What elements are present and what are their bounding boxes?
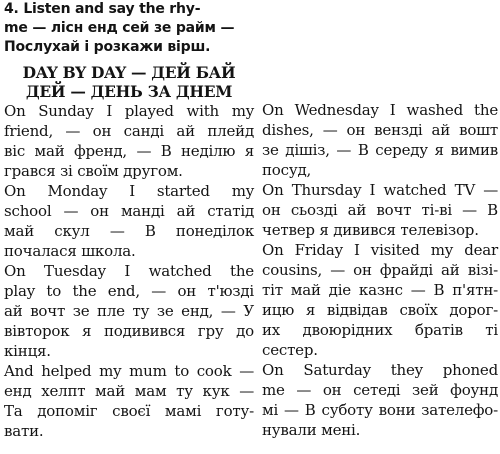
rhyme-line: посуд, — [262, 161, 312, 179]
right-column — [262, 100, 498, 440]
rhyme-line: On Monday I started my — [4, 182, 254, 200]
rhyme-line: Та допоміг своєї мамі готу- — [4, 402, 254, 420]
task-line: Послухай і розкажи вірш. — [4, 39, 211, 55]
rhyme-line: me — он сетеді зей фоунд — [262, 381, 498, 399]
rhyme-line: віс май френд, — В неділю я — [4, 142, 254, 160]
rhyme-line: friend, — он санді ай плейд — [4, 122, 254, 140]
rhyme-line: май скул — В понеділок — [4, 222, 254, 240]
title-line: ДЕЙ — ДЕНЬ ЗА ДНЕМ — [25, 82, 233, 101]
rhyme-line: dishes, — он вензді ай вошт — [262, 121, 498, 139]
rhyme-line: On Sunday I played with my — [4, 102, 254, 120]
left-column — [4, 0, 254, 441]
rhyme-line: их двоюрідних братів ті — [262, 321, 498, 339]
rhyme-text-left — [4, 101, 254, 441]
rhyme-line: почалася школа. — [4, 242, 136, 260]
rhyme-line: тіт май діе казнс — В п'ятн- — [262, 281, 498, 299]
rhyme-line: On Wednesday I washed the — [262, 101, 498, 119]
task-line: 4. Listen and say the rhy- — [4, 1, 201, 17]
rhyme-line: play to the end, — он т'юзді — [4, 282, 254, 300]
rhyme-line: четвер я дивився телевізор. — [262, 221, 479, 239]
rhyme-line: енд хелпт май мам ту кук — — [4, 382, 254, 400]
rhyme-line: грався зі своїм другом. — [4, 162, 183, 180]
rhyme-line: вати. — [4, 422, 44, 440]
task-instruction — [4, 0, 254, 57]
rhyme-line: мі — В суботу вони зателефо- — [262, 401, 498, 419]
rhyme-line: On Tuesday I watched the — [4, 262, 254, 280]
title-line: DAY BY DAY — ДЕЙ БАЙ — [22, 63, 236, 82]
rhyme-line: зе дішіз, — В середу я вимив — [262, 141, 498, 159]
rhyme-line: On Thursday I watched TV — — [262, 181, 498, 199]
task-line: me — лісн енд сей зе райм — — [4, 20, 235, 36]
rhyme-line: нували мені. — [262, 421, 361, 439]
rhyme-title — [4, 63, 254, 101]
rhyme-line: And helped my mum to cook — — [4, 362, 254, 380]
rhyme-line: вівторок я подивився гру до — [4, 322, 254, 340]
rhyme-line: он сьозді ай вочт ті-ві — В — [262, 201, 498, 219]
rhyme-line: cousins, — он фрайді ай візі- — [262, 261, 498, 279]
rhyme-line: сестер. — [262, 341, 318, 359]
rhyme-line: кінця. — [4, 342, 51, 360]
rhyme-line: ай вочт зе пле ту зе енд, — У — [4, 302, 254, 320]
rhyme-line: On Saturday they phoned — [262, 361, 498, 379]
rhyme-line: school — он манді ай статід — [4, 202, 254, 220]
rhyme-line: On Friday I visited my dear — [262, 241, 498, 259]
rhyme-line: ицю я відвідав своїх дорог- — [262, 301, 498, 319]
rhyme-text-right — [262, 100, 498, 440]
